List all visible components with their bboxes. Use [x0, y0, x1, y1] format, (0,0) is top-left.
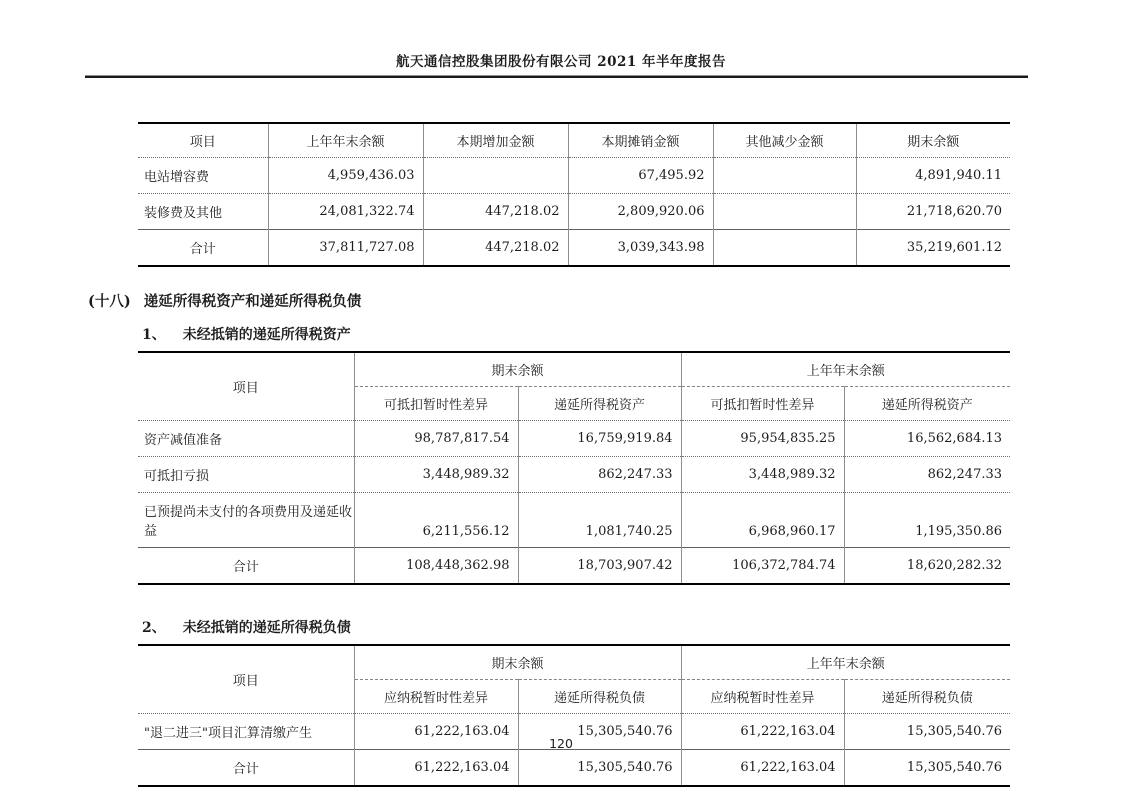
row-label: 装修费及其他 [138, 194, 268, 230]
value-cell: 1,081,740.25 [518, 493, 681, 548]
subsection-title: 未经抵销的递延所得税资产 [182, 327, 351, 343]
report-header-title: 航天通信控股集团股份有限公司 2021 年半年度报告 [396, 54, 726, 70]
table-total-row [138, 548, 1010, 585]
value-cell: 18,620,282.32 [844, 548, 1010, 585]
value-cell: 16,562,684.13 [844, 421, 1010, 457]
subheader-deferred-liability: 递延所得税负债 [844, 680, 1010, 714]
subheader-deferred-asset: 递延所得税资产 [844, 387, 1010, 421]
table-total-row [138, 230, 1010, 267]
subsection-heading-2 [142, 617, 1122, 637]
value-cell [713, 158, 856, 194]
value-cell: 67,495.92 [568, 158, 713, 194]
value-cell: 447,218.02 [423, 230, 568, 267]
value-cell: 15,305,540.76 [518, 714, 681, 750]
subheader-taxable-diff: 应纳税暂时性差异 [354, 680, 518, 714]
section-title: 递延所得税资产和递延所得税负债 [143, 293, 362, 310]
header-cell-other-dec: 其他减少金额 [713, 123, 856, 158]
subsection-heading-1 [142, 324, 1122, 344]
header-cell-ending: 期末余额 [856, 123, 1010, 158]
header-cell-prior: 上年年末余额 [268, 123, 423, 158]
table-row [138, 194, 1010, 230]
table-group-header-row [138, 352, 1010, 387]
value-cell: 106,372,784.74 [681, 548, 844, 585]
spacer [0, 78, 1122, 122]
value-cell: 862,247.33 [844, 457, 1010, 493]
header-cell-item: 项目 [138, 645, 354, 714]
subheader-deductible-diff: 可抵扣暂时性差异 [354, 387, 518, 421]
row-label: 已预提尚未支付的各项费用及递延收益 [138, 493, 354, 548]
value-cell: 108,448,362.98 [354, 548, 518, 585]
value-cell: 61,222,163.04 [354, 714, 518, 750]
subheader-deferred-liability: 递延所得税负债 [518, 680, 681, 714]
header-cell-increase: 本期增加金额 [423, 123, 568, 158]
section-number: (十八) [88, 293, 131, 310]
deferred-tax-assets-table [138, 351, 1010, 585]
header-cell-amortized: 本期摊销金额 [568, 123, 713, 158]
value-cell [713, 230, 856, 267]
header-cell-item: 项目 [138, 123, 268, 158]
value-cell: 1,195,350.86 [844, 493, 1010, 548]
row-label: 资产减值准备 [144, 433, 223, 448]
value-cell: 3,039,343.98 [568, 230, 713, 267]
value-cell [713, 194, 856, 230]
value-cell: 4,891,940.11 [856, 158, 1010, 194]
row-label: "退二进三"项目汇算清缴产生 [144, 726, 312, 741]
value-cell: 21,718,620.70 [856, 194, 1010, 230]
value-cell: 15,305,540.76 [844, 750, 1010, 787]
total-label: 合计 [138, 750, 354, 787]
value-cell: 98,787,817.54 [354, 421, 518, 457]
value-cell: 16,759,919.84 [518, 421, 681, 457]
value-cell: 447,218.02 [423, 194, 568, 230]
value-cell: 862,247.33 [518, 457, 681, 493]
value-cell: 35,219,601.12 [856, 230, 1010, 267]
header-cell-item: 项目 [138, 352, 354, 421]
deferred-tax-liabilities-table [138, 644, 1010, 787]
value-cell: 95,954,835.25 [681, 421, 844, 457]
value-cell [423, 158, 568, 194]
subsection-number: 2、 [142, 620, 166, 636]
value-cell: 6,211,556.12 [354, 493, 518, 548]
group-header-ending: 期末余额 [354, 352, 681, 387]
group-header-ending: 期末余额 [354, 645, 681, 680]
value-cell: 15,305,540.76 [518, 750, 681, 787]
table-group-header-row [138, 645, 1010, 680]
value-cell: 15,305,540.76 [844, 714, 1010, 750]
value-cell: 2,809,920.06 [568, 194, 713, 230]
value-cell: 61,222,163.04 [354, 750, 518, 787]
group-header-prior: 上年年末余额 [681, 645, 1010, 680]
total-label: 合计 [138, 548, 354, 585]
subheader-deferred-asset: 递延所得税资产 [518, 387, 681, 421]
subheader-deductible-diff: 可抵扣暂时性差异 [681, 387, 844, 421]
row-label: 可抵扣亏损 [138, 457, 354, 493]
value-cell: 6,968,960.17 [681, 493, 844, 548]
table-row [138, 421, 1010, 457]
value-cell: 4,959,436.03 [268, 158, 423, 194]
subheader-taxable-diff: 应纳税暂时性差异 [681, 680, 844, 714]
group-header-prior: 上年年末余额 [681, 352, 1010, 387]
table-row [138, 493, 1010, 548]
value-cell: 18,703,907.42 [518, 548, 681, 585]
value-cell: 24,081,322.74 [268, 194, 423, 230]
table-row [138, 457, 1010, 493]
amortization-table [138, 122, 1010, 267]
value-cell: 61,222,163.04 [681, 750, 844, 787]
total-label: 合计 [138, 230, 268, 267]
table-header-row [138, 123, 1010, 158]
value-cell: 61,222,163.04 [681, 714, 844, 750]
value-cell: 3,448,989.32 [354, 457, 518, 493]
row-label: 电站增容费 [144, 170, 210, 185]
section-heading-18 [88, 290, 1122, 311]
table-total-row [138, 750, 1010, 787]
page-number: 120 [549, 736, 573, 751]
subsection-title: 未经抵销的递延所得税负债 [182, 620, 351, 636]
value-cell: 37,811,727.08 [268, 230, 423, 267]
value-cell: 3,448,989.32 [681, 457, 844, 493]
subsection-number: 1、 [142, 327, 166, 343]
table-row [138, 158, 1010, 194]
